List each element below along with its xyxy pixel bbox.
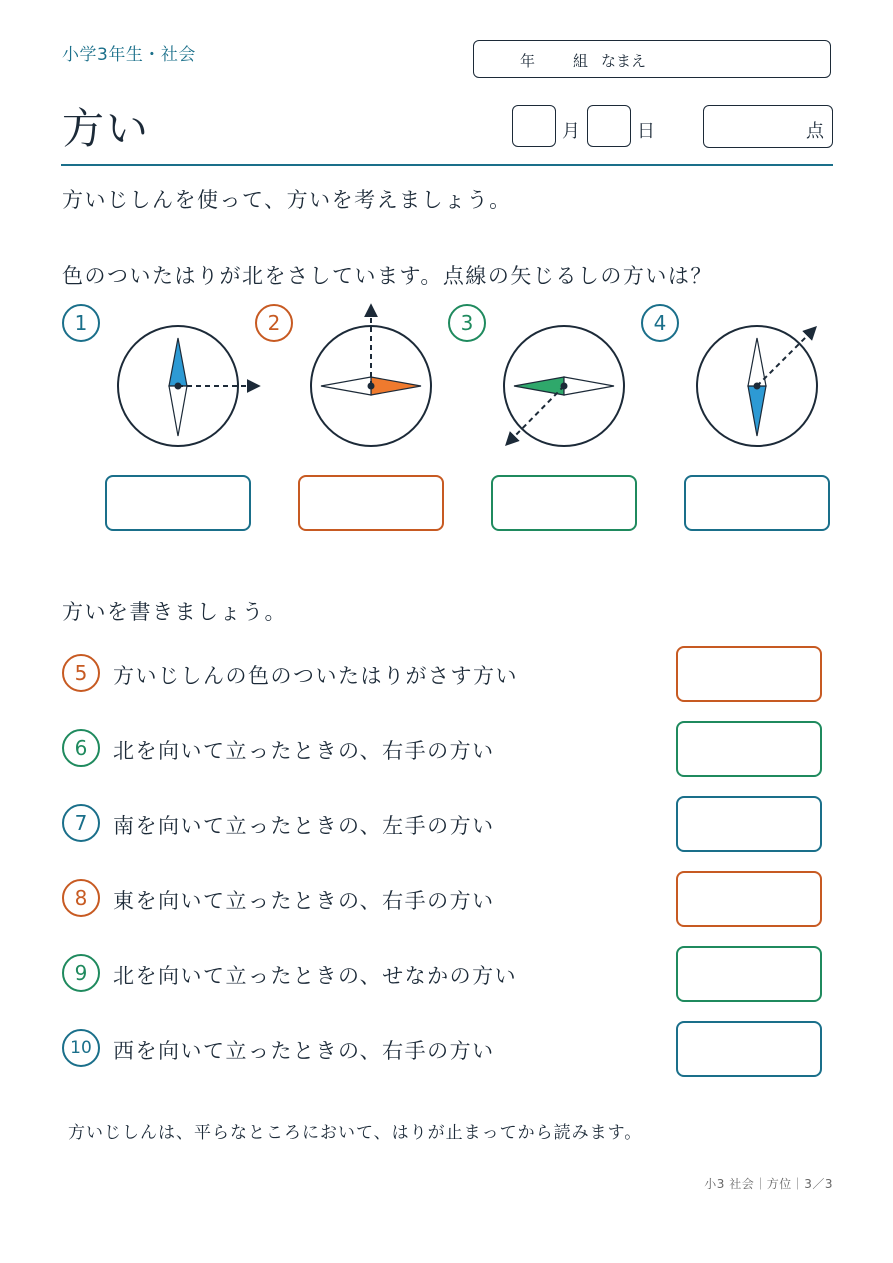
section2-instruction: 方いを書きましょう。 bbox=[62, 600, 287, 624]
item-number-1: 1 bbox=[62, 304, 100, 342]
compass-figures bbox=[0, 290, 893, 460]
question-text-10: 西を向いて立ったときの、右手の方い bbox=[113, 1039, 495, 1063]
question-number-5: 5 bbox=[62, 654, 100, 692]
item-number-2: 2 bbox=[255, 304, 293, 342]
question-number-6: 6 bbox=[62, 729, 100, 767]
class-label: 組 bbox=[573, 52, 589, 70]
question-answer-box-9[interactable] bbox=[676, 946, 822, 1002]
question-number-7: 7 bbox=[62, 804, 100, 842]
item-number-4: 4 bbox=[641, 304, 679, 342]
answer-box-3[interactable] bbox=[491, 475, 637, 531]
question-answer-box-7[interactable] bbox=[676, 796, 822, 852]
question-number-9: 9 bbox=[62, 954, 100, 992]
name-box[interactable] bbox=[473, 40, 831, 78]
month-box[interactable] bbox=[512, 105, 556, 147]
question-text-5: 方いじしんの色のついたはりがさす方い bbox=[113, 664, 518, 688]
score-label: 点 bbox=[806, 121, 824, 142]
compass-4 bbox=[697, 326, 817, 446]
question-text-9: 北を向いて立ったときの、せなかの方い bbox=[113, 964, 518, 988]
section1-instruction: 色のついたはりが北をさしています。点線の矢じるしの方いは？ bbox=[62, 264, 713, 288]
month-label: 月 bbox=[562, 121, 580, 142]
name-label: なまえ bbox=[601, 52, 647, 70]
question-text-7: 南を向いて立ったときの、左手の方い bbox=[113, 814, 495, 838]
compass-2 bbox=[311, 306, 431, 446]
answer-box-4[interactable] bbox=[684, 475, 830, 531]
intro-text: 方いじしんを使って、方いを考えましょう。 bbox=[62, 188, 512, 212]
subject-label: 小学3年生・社会 bbox=[62, 45, 196, 65]
question-answer-box-8[interactable] bbox=[676, 871, 822, 927]
question-answer-box-5[interactable] bbox=[676, 646, 822, 702]
compass-3 bbox=[504, 326, 624, 446]
day-box[interactable] bbox=[587, 105, 631, 147]
day-label: 日 bbox=[637, 121, 655, 142]
answer-box-2[interactable] bbox=[298, 475, 444, 531]
footnote: 方いじしんは、平らなところにおいて、はりが止まってから読みます。 bbox=[68, 1123, 643, 1143]
question-text-8: 東を向いて立ったときの、右手の方い bbox=[113, 889, 495, 913]
compass-1 bbox=[118, 326, 258, 446]
year-label: 年 bbox=[520, 52, 536, 70]
question-number-10: 10 bbox=[62, 1029, 100, 1067]
question-answer-box-10[interactable] bbox=[676, 1021, 822, 1077]
answer-box-1[interactable] bbox=[105, 475, 251, 531]
page-footer: 小3 社会｜方位｜3／3 bbox=[704, 1177, 833, 1191]
page-title: 方い bbox=[62, 104, 151, 153]
question-number-8: 8 bbox=[62, 879, 100, 917]
question-text-6: 北を向いて立ったときの、右手の方い bbox=[113, 739, 495, 763]
item-number-3: 3 bbox=[448, 304, 486, 342]
score-box[interactable] bbox=[703, 105, 833, 148]
header-divider bbox=[61, 164, 833, 166]
question-answer-box-6[interactable] bbox=[676, 721, 822, 777]
